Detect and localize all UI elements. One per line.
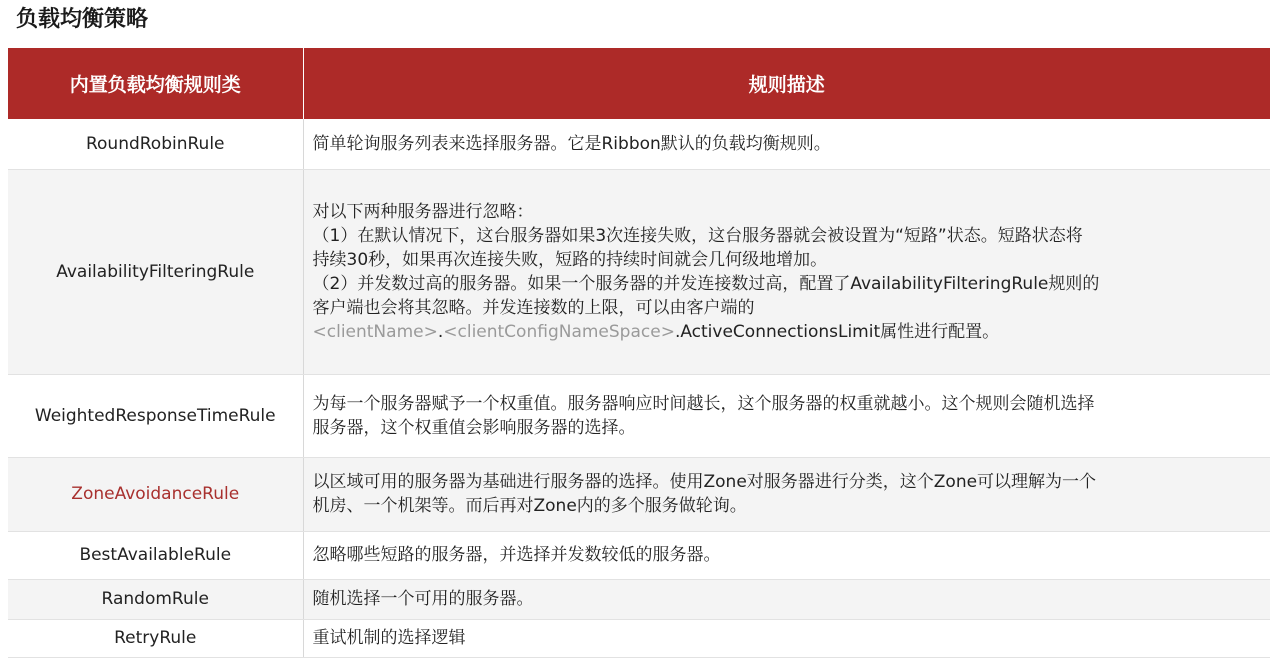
description-line: 持续30秒，如果再次连接失败，短路的持续时间就会几何级地增加。 <box>312 249 828 270</box>
table-row-best-available <box>8 531 1270 579</box>
column-header-rule-description: 规则描述 <box>303 48 1270 119</box>
table-row-round-robin <box>8 119 1270 169</box>
table-header-row <box>8 48 1270 119</box>
rule-name-cell: WeightedResponseTimeRule <box>8 374 303 457</box>
table-row-availability-filtering <box>8 169 1270 374</box>
rule-name-cell: ZoneAvoidanceRule <box>8 457 303 531</box>
load-balancing-rules-table <box>8 48 1270 658</box>
table-row-zone-avoidance <box>8 457 1270 531</box>
table-row-random <box>8 579 1270 619</box>
client-name-placeholder: <clientName> <box>312 321 438 342</box>
rule-name-cell: RetryRule <box>8 619 303 657</box>
description-line: 机房、一个机架等。而后再对Zone内的多个服务做轮询。 <box>312 496 747 516</box>
description-line: 以区域可用的服务器为基础进行服务器的选择。使用Zone对服务器进行分类，这个Zone可以理解为一个 <box>312 472 1097 492</box>
rule-description-cell: 随机选择一个可用的服务器。 <box>303 579 1270 619</box>
rule-description-cell: 忽略哪些短路的服务器，并选择并发数较低的服务器。 <box>303 531 1270 579</box>
rule-description-cell: 简单轮询服务列表来选择服务器。它是Ribbon默认的负载均衡规则。 <box>303 119 1270 169</box>
description-line: 服务器，这个权重值会影响服务器的选择。 <box>312 417 636 438</box>
config-property-text: .ActiveConnectionsLimit属性进行配置。 <box>674 321 1000 342</box>
description-line: （1）在默认情况下，这台服务器如果3次连接失败，这台服务器就会被设置为“短路”状态。短路状态将 <box>312 225 1083 246</box>
client-config-namespace-placeholder: <clientConfigNameSpace> <box>443 321 675 342</box>
rule-description-cell <box>303 374 1270 457</box>
description-line: 对以下两种服务器进行忽略： <box>312 201 534 222</box>
description-line: 为每一个服务器赋予一个权重值。服务器响应时间越长，这个服务器的权重就越小。这个规则会随机选择 <box>312 393 1095 414</box>
rule-name-cell: RandomRule <box>8 579 303 619</box>
description-line: （2）并发数过高的服务器。如果一个服务器的并发连接数过高，配置了AvailabilityFilteringRule规则的 <box>312 273 1100 294</box>
rule-name-cell: RoundRobinRule <box>8 119 303 169</box>
description-line: 客户端也会将其忽略。并发连接数的上限，可以由客户端的 <box>312 297 755 318</box>
rule-name-cell: BestAvailableRule <box>8 531 303 579</box>
rule-description-cell <box>303 457 1270 531</box>
rule-description-cell <box>303 169 1270 374</box>
config-dot: . <box>437 321 444 342</box>
page-title: 负载均衡策略 <box>16 7 149 32</box>
column-header-rule-class: 内置负载均衡规则类 <box>8 48 303 119</box>
rule-description-cell: 重试机制的选择逻辑 <box>303 619 1270 657</box>
table-row-weighted-response-time <box>8 374 1270 457</box>
table-row-retry <box>8 619 1270 657</box>
description-line-config <box>313 320 1259 344</box>
rule-name-cell: AvailabilityFilteringRule <box>8 169 303 374</box>
